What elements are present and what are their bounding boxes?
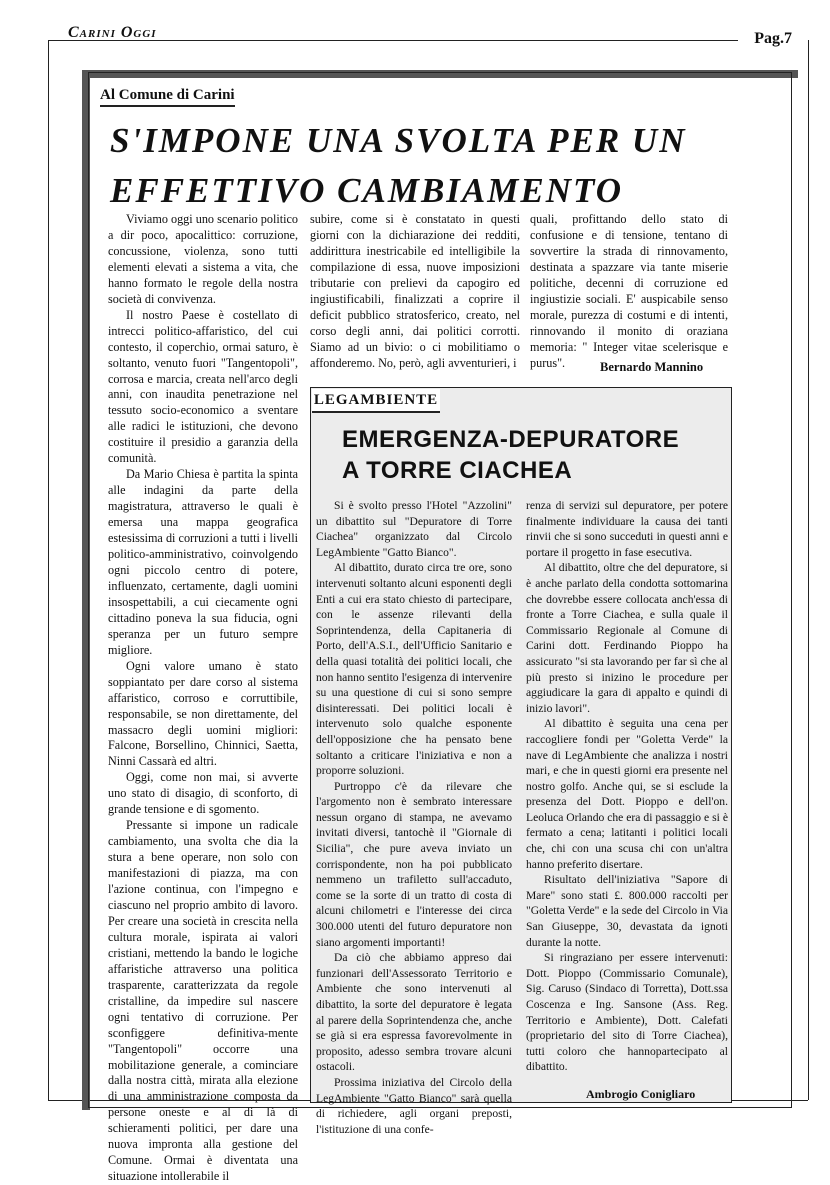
headline-line-1: S'IMPONE UNA SVOLTA PER UN [110,121,687,160]
left-page-rule [48,40,49,1100]
right-page-rule [808,40,809,1100]
page-number: Pag.7 [754,30,792,47]
article-paragraph: Da Mario Chiesa è partita la spinta alle indagini da parte della magistratura, attraverso le quali è emersa una mappa geografica estesissima di corruzioni a tutti i livelli politico-amministrativo, coinvolgendo ogni piccolo centro di potere, influenzato, certamente, dagli uomini insospettabili, a cui ciecamente ogni cittadino poneva la sua fiducia, ogni speranza per un futuro sempre migliore. [108,467,298,657]
box-paragraph: renza di servizi sul depuratore, per potere finalmente individuare la causa dei tanti rinvii che si sono succeduti in questi anni e portare il progetto in fase esecutiva. [526,499,728,559]
article-paragraph: Oggi, come non mai, si avverte uno stato di disagio, di sconforto, di grande tensione e di sgomento. [108,770,298,817]
article-paragraph: subire, come si è constatato in questi giorni con la dichiarazione dei redditi, addirittura inestricabile ed intelligibile la compilazione di essa, nuove imposizioni tributarie con prelievi da capogiro ed ingiustificabili, finalizzati a coprire il deficit pubblico stratosferico, creato, nel corso degli anni, dai politici corrotti. Siamo ad un bivio: o ci mobilitiamo o affonderemo. No, però, agli avventurieri, i [310,212,520,370]
box-paragraph: Al dibattito è seguita una cena per raccogliere fondi per "Goletta Verde" la nave di LegAmbiente che analizza i nostri mari, e che in questi giorni era presente nel nostro golfo. Anche qui, se si esclude la presenza del Dott. Pioppo e dell'on. Leoluca Orlando che era di passaggio e si è fermato a cena; latitanti i politici locali che, chi con una scusa chi con un'altra hanno preferito disertare. [526,717,728,871]
box-headline [342,424,679,486]
masthead: Carini Oggi [68,24,157,41]
box-paragraph: Si ringraziano per essere intervenuti: Dott. Pioppo (Commissario Comunale), Sig. Caruso (Sindaco di Torretta), Dott.ssa Coscenza e Ing. Sansone (Ass. Reg. Territorio e Ambiente), Dott. Calefati (proprietario del sito di Torre Ciachea), tutti coloro che hannopartecipato al dibattito. [526,951,728,1074]
article-paragraph: quali, profittando dello stato di confusione e di tensione, tentano di sovvertire la strada di rinnovamento, destinata a spazzare via tante miserie politiche, decenni di corruzione ed ingiustizie sociali. E' auspicabile senso morale, purezza di costumi e di intenti, rinnovando il monito di oraziana memoria: " Integer vitae scelerisque e purus". [530,212,728,370]
headline-line-2: EFFETTIVO CAMBIAMENTO [110,171,624,210]
article-paragraph: Viviamo oggi uno scenario politico a dir poco, apocalittico: corruzione, concussione, violenza, sono tutti elementi elevati a sistema a vita, che hanno formato le regole della nostra società di convivenza. [108,212,298,306]
box-paragraph: Al dibattito, oltre che del depuratore, si è anche parlato della condotta sottomarina che dovrebbe essere collocata anch'essa di fronte a Torre Ciachea, e sulla quale il Commissario Regionale al Comune di Carini dott. Ferdinando Pioppo ha assicurato "si sta lavorando per far sì che al più presto si inizino le procedure per aggiudicare la gara di appalto e quindi di inizio lavori". [526,561,728,715]
article-paragraph: Il nostro Paese è costellato di intrecci politico-affaristico, del cui contesto, il coperchio, ormai saturo, è soltanto, venuto fuori "Tangentopoli", corrosa e marcia, creata nell'arco degli anni, con inaudita penetrazione nel tessuto socio-economico a sventare alle radici le istituzioni, che devono costituire il presidio a garanzia della comunità. [108,307,298,466]
article-paragraph: Ogni valore umano è stato soppiantato per dare corso al sistema affaristico, corroso e corruttibile, responsabile, se non direttamente, del massacro degli uomini migliori: Falcone, Borsellino, Chinnici, Saetta, Ninni Cassarà ed altri. [108,658,298,769]
article-column-1 [108,212,298,1185]
box-paragraph: Si è svolto presso l'Hotel "Azzolini" un dibattito sul "Depuratore di Torre Ciachea" organizzato dal Circolo LegAmbiente "Gatto Bianco". [316,499,512,559]
box-paragraph: Risultato dell'iniziativa "Sapore di Mare" sono stati £. 800.000 raccolti per "Goletta Verde" e la sede del Circolo in Via San Giuseppe, 30, devastata da ignoti durante la notte. [526,873,728,949]
article-paragraph: Pressante si impone un radicale cambiamento, una svolta che dia la stura a bene operare, non solo con manifestazioni di piazza, ma con l'azione continua, con l'impegno e ciascuno nel proprio ambito di lavoro. Per creare una società in crescita nella cultura morale, ispirata ai valori cristiani, mettendo la bando le logiche affaristiche attraverso una politica trasparente, caratterizzata da regole cristalline, da impedire sul nascere ogni tentativo di corruzione. Per sconfiggere definitiva-mente "Tangentopoli" occorre una mobilitazione generale, a cominciare dalla nostra città, mirata alla elezione di una amministrazione composta da persone oneste e al di là di schieramenti politici, per dare una nuova impronta alla gestione del Comune. Ormai è diventata una situazione intollerabile il [108,818,298,1184]
box-author: Ambrogio Conigliaro [586,1087,696,1101]
article-headline [110,116,770,216]
box-column-2 [526,498,728,1075]
article-column-3 [530,212,728,372]
box-paragraph: Da ciò che abbiamo appreso dai funzionari dell'Assessorato Territorio e Ambiente che sono intervenuti al dibattito, la sorte del depuratore è legata al parere della Soprintendenza che, anche se già si era espressa favorevolmente in proposito, adesso sembra trovare alcuni ostacoli. [316,951,512,1074]
article-column-2 [310,212,520,372]
box-paragraph: Purtroppo c'è da rilevare che l'argomento non è sembrato interessare nessun organo di stampa, ne avevamo invitati diversi, tantochè il "Giornale di Sicilia", che pure aveva inviato un corrispondente, non ha poi pubblicato nemmeno un trafiletto sull'accaduto, come se la sorte di un tratto di costa di alcuni chilometri e l'interesse dei circa 300.000 utenti del futuro depuratore non siano argomenti importanti! [316,779,512,949]
box-headline-line-1: EMERGENZA-DEPURATORE [342,426,680,453]
section-label: Al Comune di Carini [100,87,235,107]
box-column-1 [316,498,512,1137]
box-paragraph: Prossima iniziativa del Circolo della LegAmbiente "Gatto Bianco" sarà quella di richiedere, agli organi preposti, l'istituzione di una confe- [316,1075,512,1136]
box-paragraph: Al dibattito, durato circa tre ore, sono intervenuti soltanto alcuni esponenti degli Enti a cui era stato chiesto di partecipare, con le assenze rilevanti della Soprintendenza, della Capitaneria di Porto, dell'A.S.I., dell'Ufficio Sanitario e della quasi totalità dei politici locali, che non hanno sentito l'esigenza di intervenire su una questione di cui si sono sempre disinteressati. Dei politici locali è intervenuto solo qualche esponente dell'opposizione che ha pensato bene soltanto a criticare l'iniziativa e non a proporre soluzioni. [316,561,512,778]
box-headline-line-2: A TORRE CIACHEA [342,457,573,484]
article-author: Bernardo Mannino [600,360,704,374]
box-section-label: LEGAMBIENTE [312,389,440,413]
